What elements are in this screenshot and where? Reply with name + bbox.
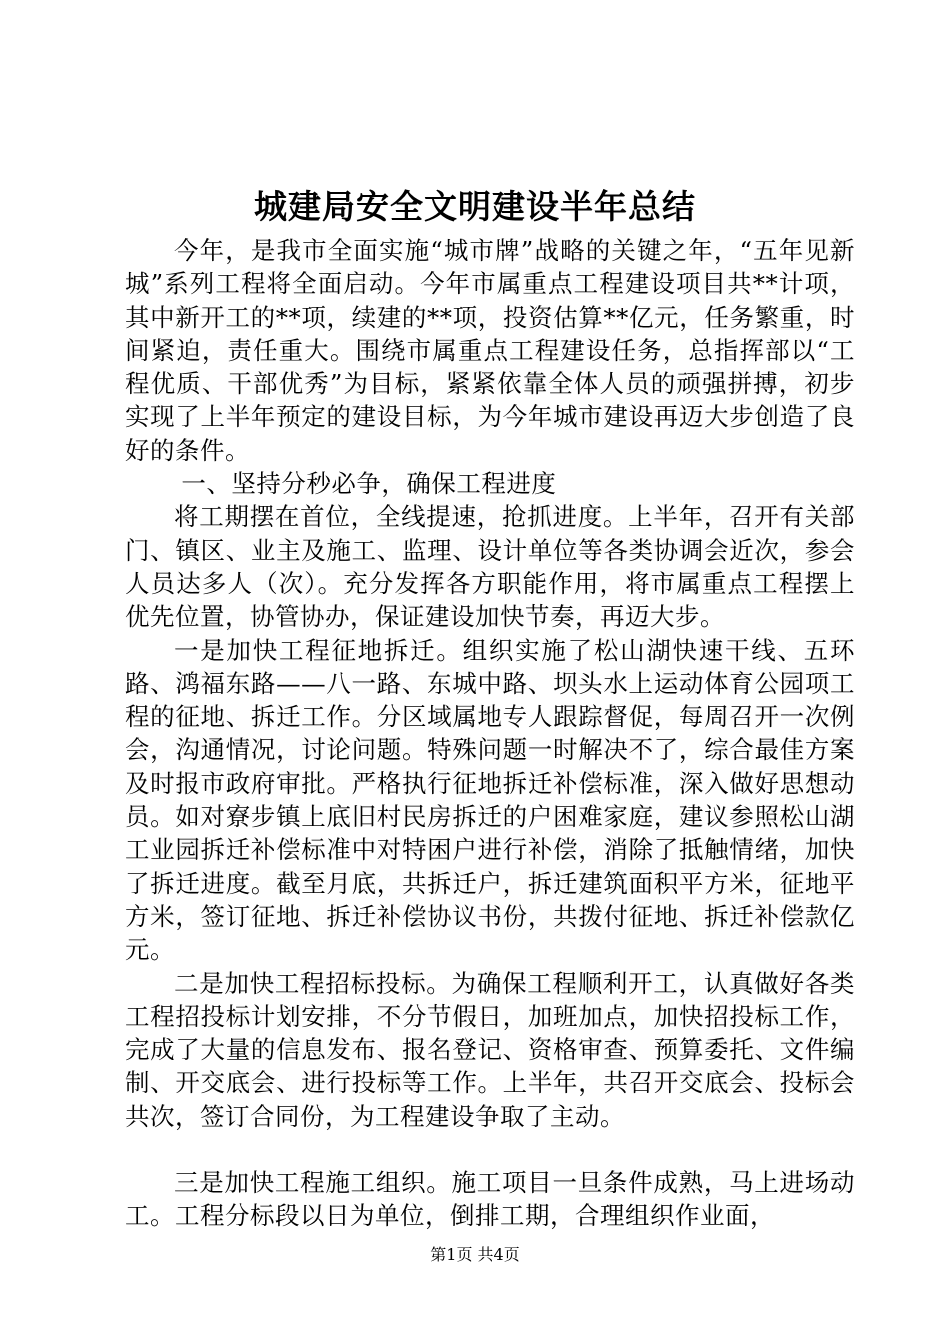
paragraph-bidding: 二是加快工程招标投标。为确保工程顺利开工，认真做好各类工程招投标计划安排，不分节假日，加班加点，加快招投标工作，完成了大量的信息发布、报名登记、资格审查、预算委托、文件编制、开交底会、进行投标等工作。上半年，共召开交底会、投标会共次，签订合同份，为工程建设争取了主动。: [125, 968, 855, 1131]
blank-line: [125, 1133, 855, 1166]
document-title: 城建局安全文明建设半年总结: [254, 187, 696, 226]
paragraph-schedule: 将工期摆在首位，全线提速，抢抓进度。上半年，召开有关部门、镇区、业主及施工、监理、设计单位等各类协调会近次，参会人员达多人（次）。充分发挥各方职能作用，将市属重点工程摆上优先位置，协管协办，保证建设加快节奏，再迈大步。: [125, 502, 855, 632]
paragraph-construction: 三是加快工程施工组织。施工项目一旦条件成熟，马上进场动工。工程分标段以日为单位，倒排工期，合理组织作业面，: [125, 1168, 855, 1231]
paragraph-intro: 今年，是我市全面实施“城市牌”战略的关键之年，“五年见新城”系列工程将全面启动。今年市属重点工程建设项目共**计项，其中新开工的**项，续建的**项，投资估算**亿元，任务繁重，时间紧迫，责任重大。围绕市属重点工程建设任务，总指挥部以“工程优质、干部优秀”为目标，紧紧依靠全体人员的顽强拼搏，初步实现了上半年预定的建设目标，为今年城市建设再迈大步创造了良好的条件。: [125, 236, 855, 465]
section-heading-1: 一、坚持分秒必争，确保工程进度: [181, 469, 557, 499]
page-footer: 第1页 共4页: [430, 1245, 520, 1264]
document-body: [125, 234, 855, 1233]
paragraph-land-acquisition: 一是加快工程征地拆迁。组织实施了松山湖快速干线、五环路、鸿福东路——八一路、东城中路、坝头水上运动体育公园项工程的征地、拆迁工作。分区域属地专人跟踪督促，每周召开一次例会，沟通情况，讨论问题。特殊问题一时解决不了，综合最佳方案及时报市政府审批。严格执行征地拆迁补偿标准，深入做好思想动员。如对寮步镇上底旧村民房拆迁的户困难家庭，建议参照松山湖工业园拆迁补偿标准中对特困户进行补偿，消除了抵触情绪，加快了拆迁进度。截至月底，共拆迁户，拆迁建筑面积平方米，征地平方米，签订征地、拆迁补偿协议书份，共拨付征地、拆迁补偿款亿元。: [125, 635, 855, 965]
